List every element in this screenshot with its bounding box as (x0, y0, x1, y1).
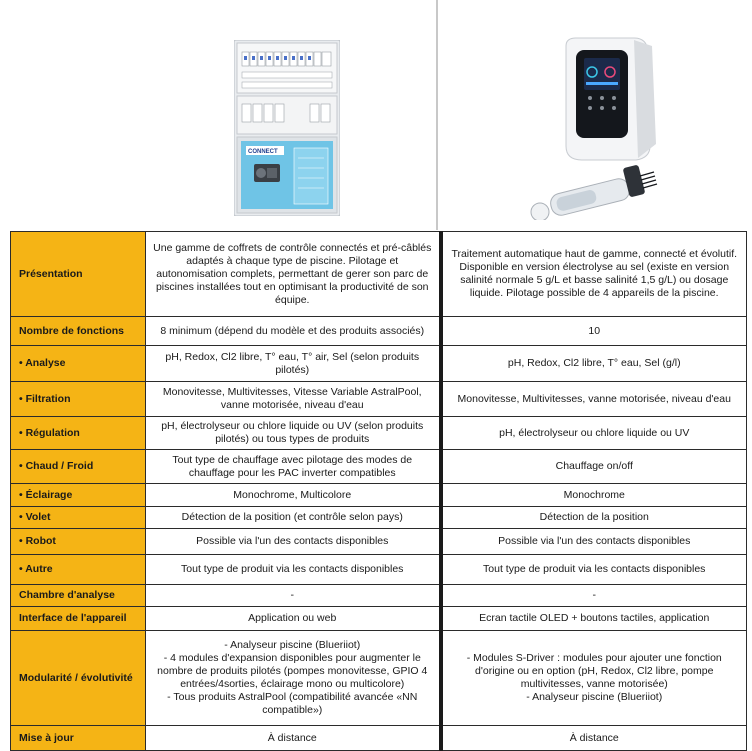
row-label: • Filtration (11, 382, 146, 417)
table-row (11, 631, 747, 726)
row-label: Présentation (11, 232, 146, 317)
control-cabinet-image (234, 40, 340, 216)
table-row (11, 232, 747, 317)
table-row (11, 417, 747, 450)
left-value: Possible via l'un des contacts disponibles (146, 529, 441, 555)
header-divider (436, 0, 438, 230)
right-value: pH, Redox, Cl2 libre, T° eau, Sel (g/l) (441, 346, 747, 382)
row-label: Interface de l'appareil (11, 607, 146, 631)
right-value: Possible via l'un des contacts disponibles (441, 529, 747, 555)
table-row (11, 585, 747, 607)
row-label: • Régulation (11, 417, 146, 450)
right-value: Détection de la position (441, 507, 747, 529)
left-value: - Analyseur piscine (Blueriiot) - 4 modules d'expansion disponibles pour augmenter le nombre de produits pilotés (pompes monovitesse, GPIO 4 entrées/4sorties, éclairage mono ou multicolore) - Tous produits AstralPool (compatibilité avancée «NN compatible») (146, 631, 441, 726)
right-value: 10 (441, 317, 747, 346)
left-value: À distance (146, 726, 441, 751)
left-value: Monovitesse, Multivitesses, Vitesse Variable AstralPool, vanne motorisée, niveau d'eau (146, 382, 441, 417)
right-value: Ecran tactile OLED + boutons tactiles, application (441, 607, 747, 631)
row-label: • Chaud / Froid (11, 450, 146, 484)
product-images-header (0, 0, 752, 230)
left-value: Tout type de produit via les contacts disponibles (146, 555, 441, 585)
row-label: • Robot (11, 529, 146, 555)
table-row (11, 382, 747, 417)
table-row (11, 507, 747, 529)
left-value: Tout type de chauffage avec pilotage des modes de chauffage pour les PAC inverter compatibles (146, 450, 441, 484)
right-value: Monochrome (441, 484, 747, 507)
row-label: Modularité / évolutivité (11, 631, 146, 726)
table-row (11, 484, 747, 507)
row-label: Nombre de fonctions (11, 317, 146, 346)
table-row (11, 529, 747, 555)
left-value: Une gamme de coffrets de contrôle connectés et pré-câblés adaptés à chaque type de piscine. Pilotage et autonomisation complets, permettant de gerer son parc de piscines installées tout en optimisant la productivité de son équipe. (146, 232, 441, 317)
left-value: - (146, 585, 441, 607)
table-row (11, 607, 747, 631)
row-label: • Éclairage (11, 484, 146, 507)
left-value: pH, Redox, Cl2 libre, T° eau, T° air, Sel (selon produits pilotés) (146, 346, 441, 382)
row-label: Chambre d'analyse (11, 585, 146, 607)
right-value: Monovitesse, Multivitesses, vanne motorisée, niveau d'eau (441, 382, 747, 417)
row-label: • Volet (11, 507, 146, 529)
left-value: 8 minimum (dépend du modèle et des produits associés) (146, 317, 441, 346)
chlorinator-device-image (526, 36, 666, 220)
table-row (11, 346, 747, 382)
table-row (11, 555, 747, 585)
table-row (11, 450, 747, 484)
right-value: À distance (441, 726, 747, 751)
left-value: Détection de la position (et contrôle selon pays) (146, 507, 441, 529)
left-value: Monochrome, Multicolore (146, 484, 441, 507)
left-value: pH, électrolyseur ou chlore liquide ou UV (selon produits pilotés) ou tous types de produits (146, 417, 441, 450)
right-value: - Modules S-Driver : modules pour ajouter une fonction d'origine ou en option (pH, Redox, Cl2 libre, pompe multivitesses, vanne motorisée) - Analyseur piscine (Blueriiot) (441, 631, 747, 726)
table-row (11, 726, 747, 751)
right-value: Tout type de produit via les contacts disponibles (441, 555, 747, 585)
right-value: pH, électrolyseur ou chlore liquide ou UV (441, 417, 747, 450)
row-label: • Autre (11, 555, 146, 585)
left-value: Application ou web (146, 607, 441, 631)
svg-text:CONNECT: CONNECT (248, 149, 278, 155)
comparison-table (10, 231, 747, 751)
table-row (11, 317, 747, 346)
row-label: • Analyse (11, 346, 146, 382)
right-value: Chauffage on/off (441, 450, 747, 484)
row-label: Mise à jour (11, 726, 146, 751)
right-value: - (441, 585, 747, 607)
right-value: Traitement automatique haut de gamme, connecté et évolutif. Disponible en version électrolyse au sel (existe en version salinité normale 5 g/L et basse salinité 1,5 g/L) ou dosage liquide. Pilotage possible de 4 appareils de la piscine. (441, 232, 747, 317)
